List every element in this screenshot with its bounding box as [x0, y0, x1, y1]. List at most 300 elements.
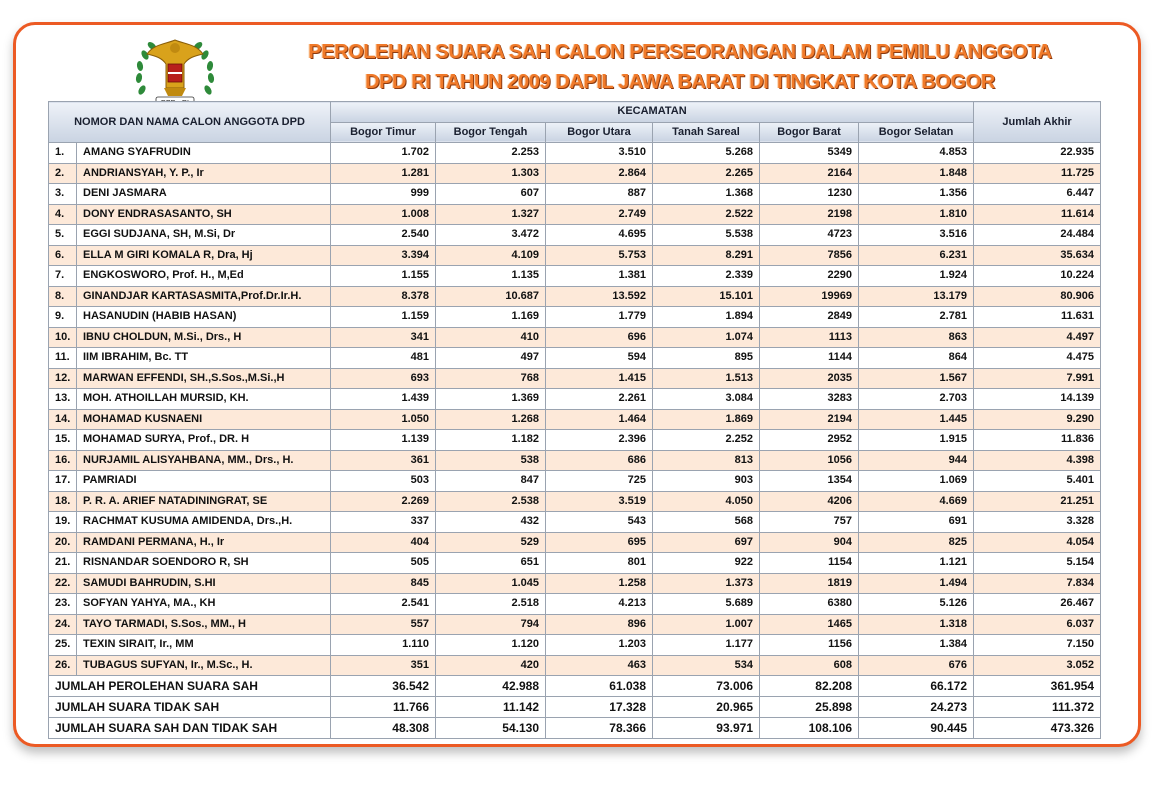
row-total: 35.634	[974, 245, 1101, 266]
vote-cell: 6380	[760, 594, 859, 615]
vote-cell: 4.050	[653, 491, 760, 512]
vote-cell: 2849	[760, 307, 859, 328]
vote-cell: 999	[331, 184, 436, 205]
table-row	[49, 450, 1101, 471]
vote-cell: 7856	[760, 245, 859, 266]
row-total: 7.834	[974, 573, 1101, 594]
vote-cell: 341	[331, 327, 436, 348]
vote-cell: 5.268	[653, 143, 760, 164]
vote-cell: 3.472	[436, 225, 546, 246]
vote-cell: 757	[760, 512, 859, 533]
candidate-name: DENI JASMARA	[77, 184, 331, 205]
candidate-name: ANDRIANSYAH, Y. P., Ir	[77, 163, 331, 184]
vote-cell: 4723	[760, 225, 859, 246]
vote-cell: 1.177	[653, 635, 760, 656]
vote-cell: 3.519	[546, 491, 653, 512]
district-header: Bogor Timur	[331, 122, 436, 143]
summary-row	[49, 676, 1101, 697]
candidate-number: 22.	[49, 573, 77, 594]
vote-cell: 2.540	[331, 225, 436, 246]
total-column-header: Jumlah Akhir	[974, 102, 1101, 143]
vote-cell: 1.303	[436, 163, 546, 184]
vote-cell: 4.669	[859, 491, 974, 512]
row-total: 7.150	[974, 635, 1101, 656]
vote-cell: 15.101	[653, 286, 760, 307]
vote-cell: 1.702	[331, 143, 436, 164]
table-row	[49, 614, 1101, 635]
vote-cell: 1.381	[546, 266, 653, 287]
vote-cell: 3.510	[546, 143, 653, 164]
vote-cell: 1.356	[859, 184, 974, 205]
vote-cell: 2.261	[546, 389, 653, 410]
vote-cell: 903	[653, 471, 760, 492]
kecamatan-header: KECAMATAN	[331, 102, 974, 123]
table-row	[49, 163, 1101, 184]
row-total: 3.052	[974, 655, 1101, 676]
vote-cell: 3283	[760, 389, 859, 410]
summary-cell: 90.445	[859, 718, 974, 739]
candidate-number: 13.	[49, 389, 77, 410]
vote-cell: 1.110	[331, 635, 436, 656]
candidate-name: MARWAN EFFENDI, SH.,S.Sos.,M.Si.,H	[77, 368, 331, 389]
vote-cell: 1.203	[546, 635, 653, 656]
vote-cell: 693	[331, 368, 436, 389]
vote-cell: 4.695	[546, 225, 653, 246]
vote-cell: 1.169	[436, 307, 546, 328]
vote-cell: 864	[859, 348, 974, 369]
vote-cell: 697	[653, 532, 760, 553]
vote-cell: 1.121	[859, 553, 974, 574]
vote-cell: 676	[859, 655, 974, 676]
vote-cell: 1.139	[331, 430, 436, 451]
vote-cell: 895	[653, 348, 760, 369]
vote-cell: 2198	[760, 204, 859, 225]
candidate-name: TEXIN SIRAIT, Ir., MM	[77, 635, 331, 656]
summary-cell: 48.308	[331, 718, 436, 739]
candidate-number: 12.	[49, 368, 77, 389]
vote-cell: 2.749	[546, 204, 653, 225]
table-row	[49, 143, 1101, 164]
summary-cell: 17.328	[546, 697, 653, 718]
row-total: 24.484	[974, 225, 1101, 246]
vote-cell: 351	[331, 655, 436, 676]
candidate-name: AMANG SYAFRUDIN	[77, 143, 331, 164]
summary-cell: 82.208	[760, 676, 859, 697]
table-row	[49, 409, 1101, 430]
vote-cell: 1.779	[546, 307, 653, 328]
vote-cell: 2.522	[653, 204, 760, 225]
table-row	[49, 225, 1101, 246]
vote-cell: 4.213	[546, 594, 653, 615]
summary-cell: 73.006	[653, 676, 760, 697]
vote-cell: 19969	[760, 286, 859, 307]
row-total: 5.154	[974, 553, 1101, 574]
candidate-number: 21.	[49, 553, 77, 574]
table-row	[49, 655, 1101, 676]
vote-cell: 1.069	[859, 471, 974, 492]
candidate-name: IIM IBRAHIM, Bc. TT	[77, 348, 331, 369]
table-row	[49, 204, 1101, 225]
candidate-rows	[49, 143, 1101, 739]
candidate-name: TAYO TARMADI, S.Sos., MM., H	[77, 614, 331, 635]
vote-cell: 5.538	[653, 225, 760, 246]
vote-cell: 497	[436, 348, 546, 369]
vote-cell: 691	[859, 512, 974, 533]
candidate-name: NURJAMIL ALISYAHBANA, MM., Drs., H.	[77, 450, 331, 471]
candidate-number: 3.	[49, 184, 77, 205]
summary-cell: 66.172	[859, 676, 974, 697]
vote-cell: 3.394	[331, 245, 436, 266]
vote-cell: 594	[546, 348, 653, 369]
vote-cell: 887	[546, 184, 653, 205]
vote-cell: 2.703	[859, 389, 974, 410]
table-row	[49, 184, 1101, 205]
candidate-number: 10.	[49, 327, 77, 348]
summary-cell: 108.106	[760, 718, 859, 739]
vote-cell: 1.848	[859, 163, 974, 184]
vote-cell: 896	[546, 614, 653, 635]
summary-cell: 11.142	[436, 697, 546, 718]
vote-cell: 1.494	[859, 573, 974, 594]
vote-cell: 1.373	[653, 573, 760, 594]
table-row	[49, 491, 1101, 512]
candidate-number: 24.	[49, 614, 77, 635]
vote-cell: 944	[859, 450, 974, 471]
vote-cell: 529	[436, 532, 546, 553]
vote-cell: 420	[436, 655, 546, 676]
summary-cell: 11.766	[331, 697, 436, 718]
vote-cell: 6.231	[859, 245, 974, 266]
vote-cell: 904	[760, 532, 859, 553]
row-total: 6.037	[974, 614, 1101, 635]
vote-cell: 1.050	[331, 409, 436, 430]
vote-cell: 1156	[760, 635, 859, 656]
vote-cell: 1113	[760, 327, 859, 348]
vote-cell: 1819	[760, 573, 859, 594]
table-row	[49, 266, 1101, 287]
page-title	[250, 37, 1110, 97]
district-header: Bogor Selatan	[859, 122, 974, 143]
vote-cell: 1.567	[859, 368, 974, 389]
vote-cell: 1144	[760, 348, 859, 369]
district-header: Bogor Barat	[760, 122, 859, 143]
row-total: 6.447	[974, 184, 1101, 205]
vote-cell: 2.339	[653, 266, 760, 287]
summary-cell: 42.988	[436, 676, 546, 697]
candidate-name: RAMDANI PERMANA, H., Ir	[77, 532, 331, 553]
vote-cell: 2.253	[436, 143, 546, 164]
vote-cell: 1.182	[436, 430, 546, 451]
vote-cell: 845	[331, 573, 436, 594]
vote-cell: 505	[331, 553, 436, 574]
candidate-number: 14.	[49, 409, 77, 430]
vote-cell: 725	[546, 471, 653, 492]
summary-total: 473.326	[974, 718, 1101, 739]
candidate-name: MOHAMAD SURYA, Prof., DR. H	[77, 430, 331, 451]
row-total: 4.054	[974, 532, 1101, 553]
candidate-number: 7.	[49, 266, 77, 287]
table-row	[49, 512, 1101, 533]
vote-cell: 4.109	[436, 245, 546, 266]
candidate-number: 9.	[49, 307, 77, 328]
vote-cell: 1.120	[436, 635, 546, 656]
vote-cell: 538	[436, 450, 546, 471]
vote-cell: 863	[859, 327, 974, 348]
vote-cell: 1.135	[436, 266, 546, 287]
vote-cell: 1230	[760, 184, 859, 205]
vote-cell: 5.126	[859, 594, 974, 615]
candidate-number: 5.	[49, 225, 77, 246]
candidate-name: GINANDJAR KARTASASMITA,Prof.Dr.Ir.H.	[77, 286, 331, 307]
summary-row	[49, 718, 1101, 739]
table-row	[49, 348, 1101, 369]
vote-cell: 1354	[760, 471, 859, 492]
candidate-name: EGGI SUDJANA, SH, M.Si, Dr	[77, 225, 331, 246]
vote-cell: 847	[436, 471, 546, 492]
row-total: 14.139	[974, 389, 1101, 410]
candidate-number: 25.	[49, 635, 77, 656]
summary-label: JUMLAH SUARA SAH DAN TIDAK SAH	[49, 718, 331, 739]
district-header: Tanah Sareal	[653, 122, 760, 143]
vote-cell: 568	[653, 512, 760, 533]
candidate-name: TUBAGUS SUFYAN, Ir., M.Sc., H.	[77, 655, 331, 676]
candidate-number: 19.	[49, 512, 77, 533]
vote-cell: 2.252	[653, 430, 760, 451]
summary-label: JUMLAH PEROLEHAN SUARA SAH	[49, 676, 331, 697]
vote-cell: 5.689	[653, 594, 760, 615]
vote-results-table	[48, 101, 1101, 739]
vote-cell: 1.869	[653, 409, 760, 430]
vote-cell: 768	[436, 368, 546, 389]
vote-cell: 4206	[760, 491, 859, 512]
vote-cell: 503	[331, 471, 436, 492]
vote-cell: 5.753	[546, 245, 653, 266]
summary-total: 111.372	[974, 697, 1101, 718]
vote-cell: 2.269	[331, 491, 436, 512]
candidate-name: MOHAMAD KUSNAENI	[77, 409, 331, 430]
vote-cell: 337	[331, 512, 436, 533]
vote-cell: 2.518	[436, 594, 546, 615]
vote-cell: 404	[331, 532, 436, 553]
vote-cell: 410	[436, 327, 546, 348]
candidate-name: IBNU CHOLDUN, M.Si., Drs., H	[77, 327, 331, 348]
vote-cell: 1.445	[859, 409, 974, 430]
table-row	[49, 368, 1101, 389]
table-row	[49, 594, 1101, 615]
candidate-number: 2.	[49, 163, 77, 184]
candidate-name: DONY ENDRASASANTO, SH	[77, 204, 331, 225]
candidate-number: 11.	[49, 348, 77, 369]
vote-cell: 1.327	[436, 204, 546, 225]
vote-cell: 801	[546, 553, 653, 574]
vote-cell: 5349	[760, 143, 859, 164]
candidate-number: 17.	[49, 471, 77, 492]
summary-total: 361.954	[974, 676, 1101, 697]
vote-cell: 1.369	[436, 389, 546, 410]
vote-cell: 4.853	[859, 143, 974, 164]
table-row	[49, 245, 1101, 266]
candidate-name: PAMRIADI	[77, 471, 331, 492]
vote-cell: 2.396	[546, 430, 653, 451]
row-total: 4.475	[974, 348, 1101, 369]
garuda-emblem-icon	[130, 30, 220, 112]
vote-cell: 696	[546, 327, 653, 348]
candidate-number: 26.	[49, 655, 77, 676]
vote-cell: 361	[331, 450, 436, 471]
vote-cell: 1.258	[546, 573, 653, 594]
table-row	[49, 573, 1101, 594]
row-total: 4.497	[974, 327, 1101, 348]
table-row	[49, 389, 1101, 410]
vote-cell: 1.268	[436, 409, 546, 430]
vote-cell: 1.318	[859, 614, 974, 635]
title-line-2: DPD RI TAHUN 2009 DAPIL JAWA BARAT DI TINGKAT KOTA BOGOR	[365, 71, 995, 93]
title-line-1: PEROLEHAN SUARA SAH CALON PERSEORANGAN DALAM PEMILU ANGGOTA	[308, 41, 1052, 63]
vote-cell: 2.781	[859, 307, 974, 328]
candidate-name: RISNANDAR SOENDORO R, SH	[77, 553, 331, 574]
vote-cell: 1.810	[859, 204, 974, 225]
vote-cell: 825	[859, 532, 974, 553]
vote-cell: 1.074	[653, 327, 760, 348]
row-total: 10.224	[974, 266, 1101, 287]
row-total: 5.401	[974, 471, 1101, 492]
vote-cell: 1.415	[546, 368, 653, 389]
summary-cell: 54.130	[436, 718, 546, 739]
vote-cell: 1056	[760, 450, 859, 471]
row-total: 11.725	[974, 163, 1101, 184]
candidate-name: RACHMAT KUSUMA AMIDENDA, Drs.,H.	[77, 512, 331, 533]
vote-cell: 1.384	[859, 635, 974, 656]
candidate-number: 15.	[49, 430, 77, 451]
vote-cell: 2035	[760, 368, 859, 389]
vote-cell: 534	[653, 655, 760, 676]
vote-cell: 1.513	[653, 368, 760, 389]
summary-cell: 78.366	[546, 718, 653, 739]
candidate-number: 16.	[49, 450, 77, 471]
table-row	[49, 553, 1101, 574]
district-header: Bogor Tengah	[436, 122, 546, 143]
summary-cell: 93.971	[653, 718, 760, 739]
table-row	[49, 286, 1101, 307]
candidate-number: 20.	[49, 532, 77, 553]
name-column-header: NOMOR DAN NAMA CALON ANGGOTA DPD	[49, 102, 331, 143]
summary-cell: 36.542	[331, 676, 436, 697]
vote-cell: 651	[436, 553, 546, 574]
vote-cell: 922	[653, 553, 760, 574]
vote-cell: 1.915	[859, 430, 974, 451]
row-total: 11.836	[974, 430, 1101, 451]
vote-cell: 10.687	[436, 286, 546, 307]
vote-cell: 1.439	[331, 389, 436, 410]
vote-cell: 1.368	[653, 184, 760, 205]
vote-cell: 813	[653, 450, 760, 471]
row-total: 7.991	[974, 368, 1101, 389]
vote-cell: 1.008	[331, 204, 436, 225]
summary-cell: 25.898	[760, 697, 859, 718]
vote-cell: 2.538	[436, 491, 546, 512]
vote-cell: 1154	[760, 553, 859, 574]
vote-cell: 1.281	[331, 163, 436, 184]
vote-cell: 2194	[760, 409, 859, 430]
row-total: 9.290	[974, 409, 1101, 430]
vote-cell: 2.864	[546, 163, 653, 184]
vote-cell: 686	[546, 450, 653, 471]
candidate-name: ENGKOSWORO, Prof. H., M,Ed	[77, 266, 331, 287]
vote-cell: 543	[546, 512, 653, 533]
vote-cell: 3.084	[653, 389, 760, 410]
table-row	[49, 307, 1101, 328]
candidate-name: ELLA M GIRI KOMALA R, Dra, Hj	[77, 245, 331, 266]
candidate-number: 23.	[49, 594, 77, 615]
row-total: 22.935	[974, 143, 1101, 164]
summary-label: JUMLAH SUARA TIDAK SAH	[49, 697, 331, 718]
summary-cell: 61.038	[546, 676, 653, 697]
vote-cell: 1.924	[859, 266, 974, 287]
table-row	[49, 430, 1101, 451]
candidate-name: HASANUDIN (HABIB HASAN)	[77, 307, 331, 328]
vote-cell: 13.592	[546, 286, 653, 307]
vote-cell: 608	[760, 655, 859, 676]
vote-cell: 1.045	[436, 573, 546, 594]
vote-cell: 695	[546, 532, 653, 553]
table-row	[49, 635, 1101, 656]
row-total: 80.906	[974, 286, 1101, 307]
candidate-name: MOH. ATHOILLAH MURSID, KH.	[77, 389, 331, 410]
vote-cell: 1.894	[653, 307, 760, 328]
summary-cell: 24.273	[859, 697, 974, 718]
vote-cell: 607	[436, 184, 546, 205]
vote-cell: 1.007	[653, 614, 760, 635]
table-row	[49, 532, 1101, 553]
row-total: 11.614	[974, 204, 1101, 225]
vote-cell: 1.159	[331, 307, 436, 328]
vote-cell: 794	[436, 614, 546, 635]
vote-cell: 8.291	[653, 245, 760, 266]
vote-cell: 463	[546, 655, 653, 676]
row-total: 3.328	[974, 512, 1101, 533]
vote-cell: 2290	[760, 266, 859, 287]
vote-cell: 1.155	[331, 266, 436, 287]
vote-cell: 1465	[760, 614, 859, 635]
district-header: Bogor Utara	[546, 122, 653, 143]
vote-cell: 8.378	[331, 286, 436, 307]
summary-row	[49, 697, 1101, 718]
candidate-name: SAMUDI BAHRUDIN, S.HI	[77, 573, 331, 594]
candidate-number: 4.	[49, 204, 77, 225]
candidate-name: SOFYAN YAHYA, MA., KH	[77, 594, 331, 615]
table-row	[49, 471, 1101, 492]
row-total: 11.631	[974, 307, 1101, 328]
vote-cell: 2952	[760, 430, 859, 451]
vote-cell: 2.265	[653, 163, 760, 184]
candidate-number: 6.	[49, 245, 77, 266]
candidate-number: 18.	[49, 491, 77, 512]
row-total: 26.467	[974, 594, 1101, 615]
vote-cell: 2164	[760, 163, 859, 184]
candidate-name: P. R. A. ARIEF NATADININGRAT, SE	[77, 491, 331, 512]
vote-cell: 3.516	[859, 225, 974, 246]
table-row	[49, 327, 1101, 348]
vote-cell: 1.464	[546, 409, 653, 430]
row-total: 4.398	[974, 450, 1101, 471]
summary-cell: 20.965	[653, 697, 760, 718]
vote-cell: 481	[331, 348, 436, 369]
vote-cell: 432	[436, 512, 546, 533]
vote-cell: 13.179	[859, 286, 974, 307]
candidate-number: 8.	[49, 286, 77, 307]
row-total: 21.251	[974, 491, 1101, 512]
candidate-number: 1.	[49, 143, 77, 164]
